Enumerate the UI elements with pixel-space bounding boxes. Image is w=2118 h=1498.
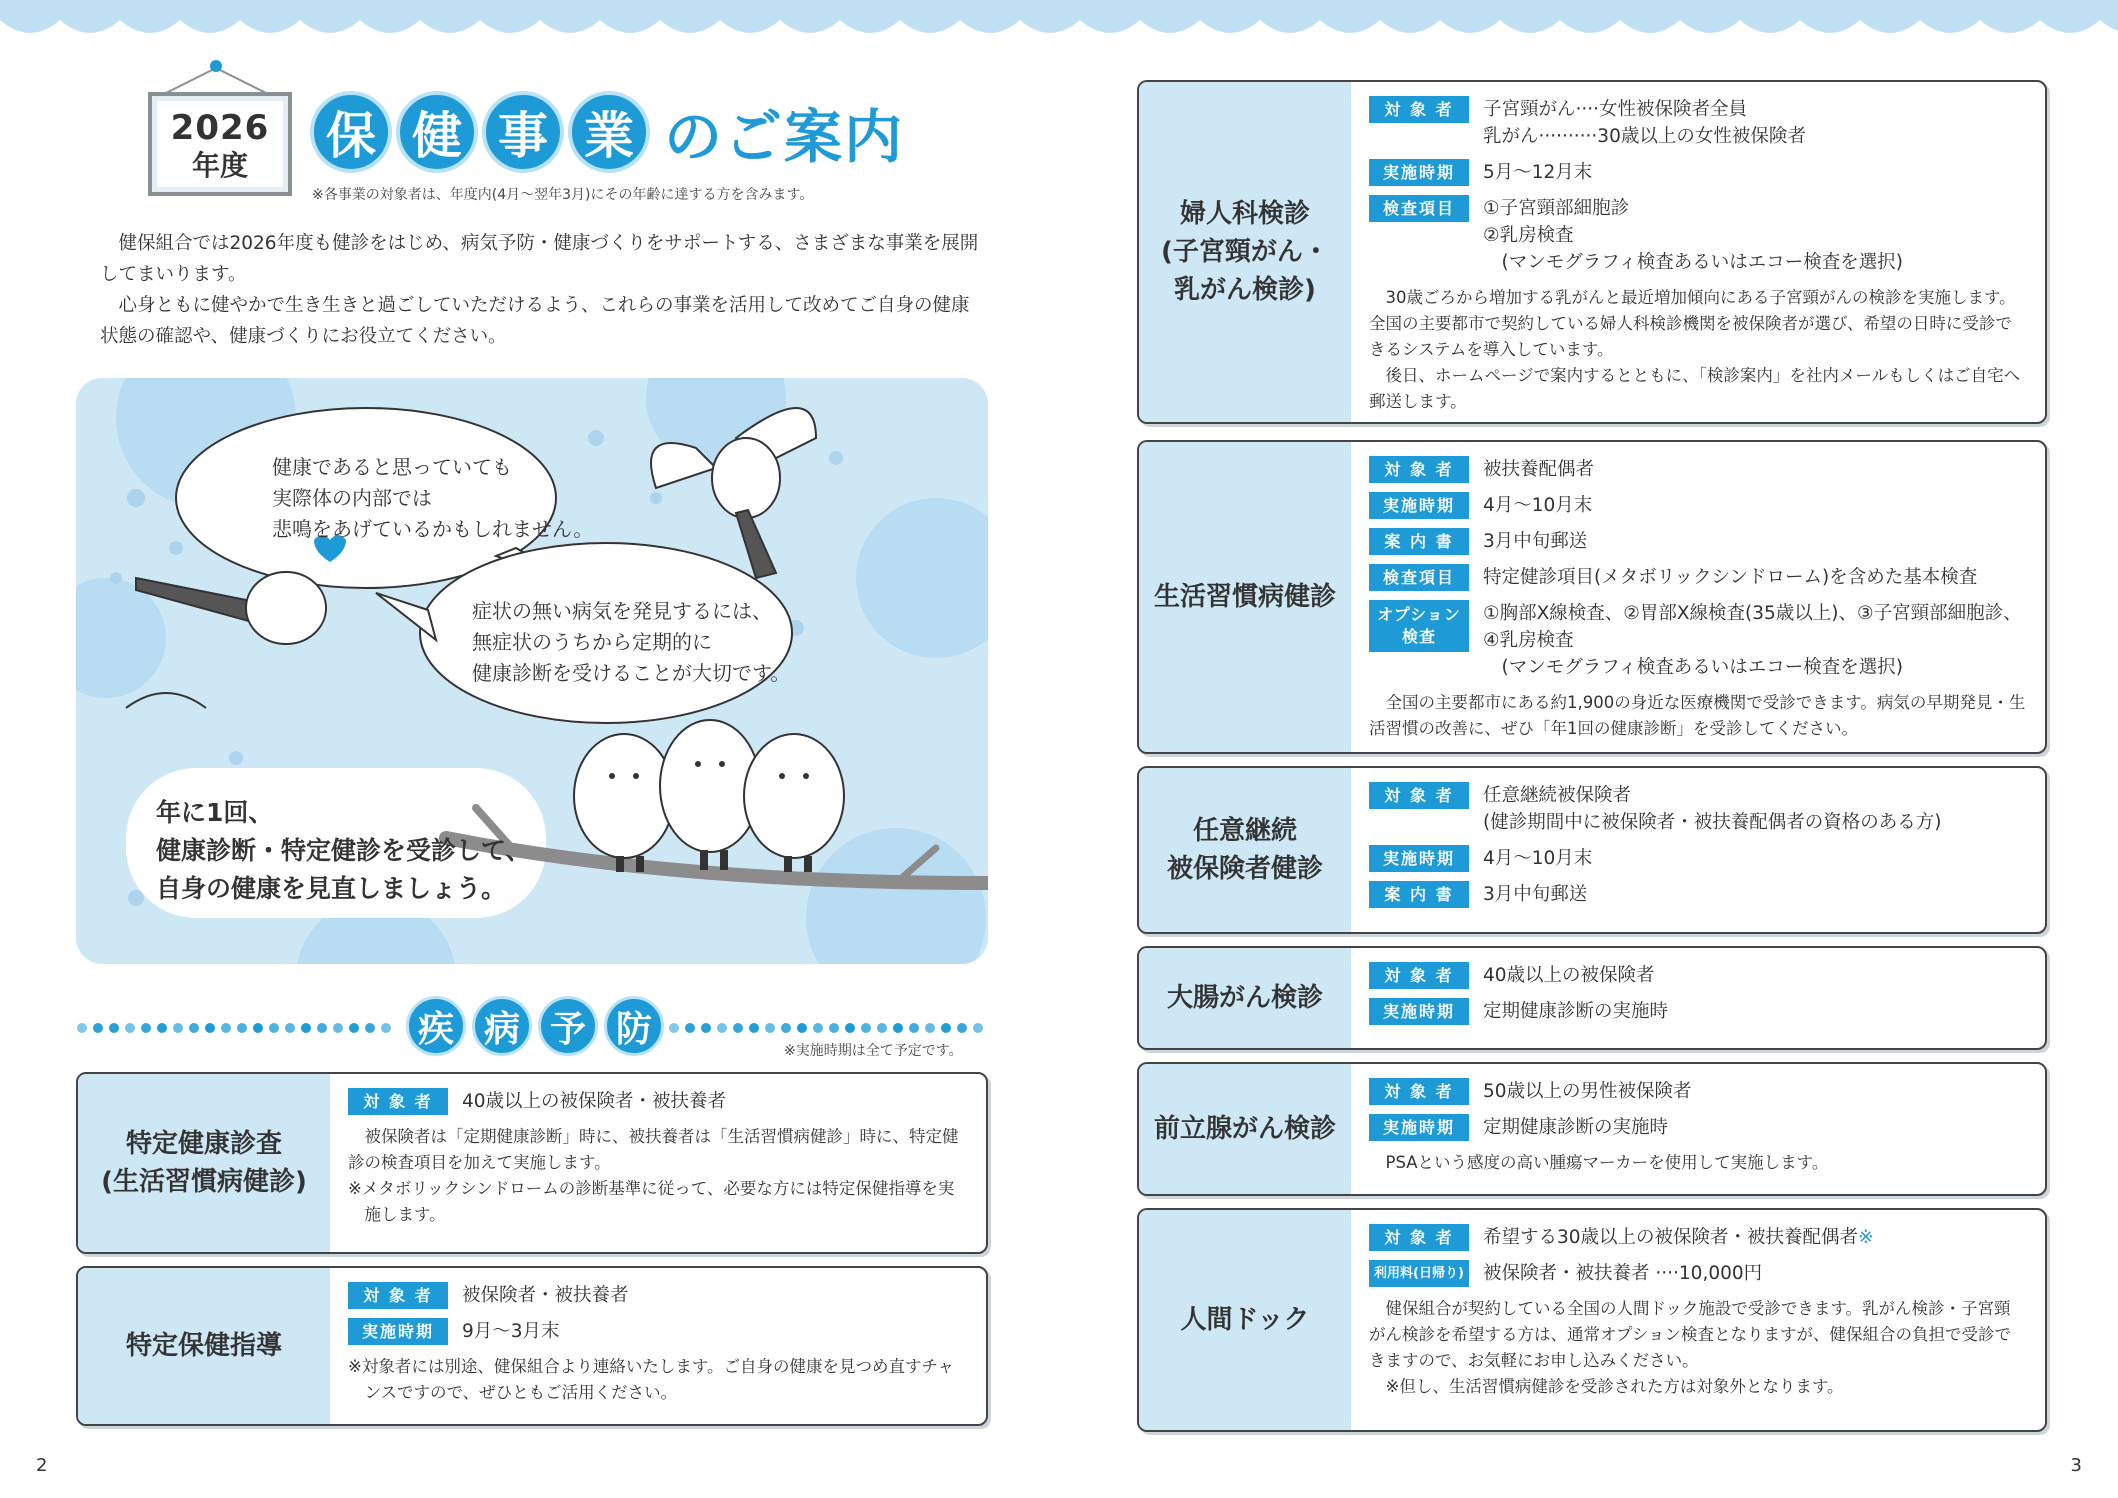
info-value: 5月～12月末 [1483,162,1593,183]
card-note: ※対象者には別途、健保組合より連絡いたします。ご自身の健康を見つめ直すチャンスですので、ぜひともご活用ください。 [348,1357,955,1402]
program-card-colon-cancer [1137,946,2047,1050]
info-value: 定期健康診断の実施時 [1483,1117,1669,1138]
program-card-lifestyle-disease [1137,440,2047,754]
info-row [1369,492,2027,519]
year-suffix: 年度 [191,149,248,182]
dotted-rule [668,1022,988,1034]
info-row [348,1318,968,1345]
info-value: 40歳以上の被保険者・被扶養者 [462,1091,727,1112]
info-value: 定期健康診断の実施時 [1483,1001,1669,1022]
info-value: 3月中旬郵送 [1483,531,1588,552]
info-tag: 対 象 者 [1369,1224,1469,1251]
info-row [1369,998,2027,1025]
info-value: ①子宮頸部細胞診 ②乳房検査 (マンモグラフィ検査あるいはエコー検査を選択) [1483,198,1903,273]
info-tag: 実施時期 [1369,1114,1469,1141]
card-title: 特定健康診査 (生活習慣病健診) [78,1074,330,1252]
page-number: 3 [2070,1455,2082,1476]
page-title [310,90,904,174]
info-tag: 案 内 書 [1369,528,1469,555]
title-rest: のご案内 [664,103,905,171]
card-title: 婦人科検診 (子宮頸がん・ 乳がん検診) [1139,82,1351,422]
card-title: 前立腺がん検診 [1139,1064,1351,1194]
cloud-line: 自身の健康を見直しましょう。 [156,874,507,903]
info-tag: 検査項目 [1369,564,1469,591]
info-row [1369,845,2027,872]
info-row [348,1088,968,1115]
title-char: 事 [482,91,564,173]
info-value: 4月～10月末 [1483,495,1593,516]
bubble-line: 症状の無い病気を発見するには、 [472,599,772,623]
info-tag: 実施時期 [1369,492,1469,519]
info-row [1369,782,2027,836]
info-tag: 対 象 者 [1369,962,1469,989]
card-title: 生活習慣病健診 [1139,442,1351,752]
card-paragraph: 30歳ごろから増加する乳がんと最近増加傾向にある子宮頸がんの検診を実施します。全国の主要都市で契約している婦人科検診機関を被保険者が選び、希望の日時に受診できるシステムを導入しています。 [1369,288,2016,359]
program-card-voluntary-insured [1137,766,2047,934]
info-value: 任意継続被保険者 (健診期間中に被保険者・被扶養配偶者の資格のある方) [1483,785,1942,833]
speech-bubble-1 [272,452,593,545]
year-frame [138,58,300,192]
section-char: 防 [604,996,664,1056]
section-char: 疾 [406,996,466,1056]
page-number: 2 [36,1455,48,1476]
section-char: 予 [538,996,598,1056]
info-value: ①胸部X線検査、②胃部X線検査(35歳以上)、③子宮頸部細胞診、 ④乳房検査 (マンモグラフィ検査あるいはエコー検査を選択) [1483,603,2022,678]
info-value: 子宮頸がん····女性被保険者全員 乳がん··········30歳以上の女性被保険者 [1483,99,1806,147]
card-title: 任意継続 被保険者健診 [1139,768,1351,932]
info-row [1369,1114,2027,1141]
info-tag: 利用料(日帰り) [1369,1260,1469,1287]
info-row [1369,962,2027,989]
info-row [1369,159,2027,186]
info-tag: 案 内 書 [1369,881,1469,908]
cloud-line: 健康診断・特定健診を受診して、 [156,836,531,865]
info-row [1369,1078,2027,1105]
card-paragraph: PSAという感度の高い腫瘍マーカーを使用して実施します。 [1385,1153,1829,1172]
info-tag: 対 象 者 [1369,456,1469,483]
info-row [1369,528,2027,555]
intro-text [100,228,980,352]
bubble-line: 無症状のうちから定期的に [472,630,712,654]
info-tag: 対 象 者 [348,1282,448,1309]
info-row [1369,564,2027,591]
info-value: 50歳以上の男性被保険者 [1483,1081,1692,1102]
note-mark: ※ [1858,1227,1874,1248]
illustration-panel [76,378,988,964]
info-tag: 対 象 者 [1369,782,1469,809]
speech-bubble-2 [472,596,790,689]
bubble-line: 実際体の内部では [272,486,432,510]
info-value: 被保険者・被扶養者 [462,1285,629,1306]
intro-paragraph: 心身ともに健やかで生き生きと過ごしていただけるよう、これらの事業を活用して改めてご自身の健康状態の確認や、健康づくりにお役立てください。 [100,295,970,347]
card-paragraph: 健保組合が契約している全国の人間ドック施設で受診できます。乳がん検診・子宮頸がん検診を希望する方は、通常オプション検査となりますが、健保組合の負担で受診できますので、お気軽にお申し込みください。 [1369,1299,2012,1370]
card-paragraph: 後日、ホームページで案内するとともに、「検診案内」を社内メールもしくはご自宅へ郵送します。 [1369,366,2021,411]
info-value: 40歳以上の被保険者 [1483,965,1655,986]
info-value-text: 希望する30歳以上の被保険者・被扶養配偶者 [1483,1227,1859,1248]
info-tag: 実施時期 [1369,998,1469,1025]
bubble-line: 健康であると思っていても [272,455,512,479]
schedule-note: ※実施時期は全て予定です。 [784,1043,963,1059]
info-tag: 対 象 者 [348,1088,448,1115]
info-row [1369,600,2027,681]
card-title: 特定保健指導 [78,1268,330,1424]
program-card-specific-checkup [76,1072,988,1254]
info-tag: 実施時期 [1369,159,1469,186]
card-title: 大腸がん検診 [1139,948,1351,1048]
info-value: 特定健診項目(メタボリックシンドローム)を含めた基本検査 [1483,567,1978,588]
info-row [1369,96,2027,150]
info-value: 4月～10月末 [1483,848,1593,869]
bubble-line: 悲鳴をあげているかもしれません。 [272,517,594,541]
intro-paragraph: 健保組合では2026年度も健診をはじめ、病気予防・健康づくりをサポートする、さまざまな事業を展開してまいります。 [100,233,979,285]
info-value: 被保険者・被扶養者 ····10,000円 [1483,1263,1763,1284]
program-card-human-dock [1137,1208,2047,1432]
right-page [1059,0,2118,1498]
header-note: ※各事業の対象者は、年度内(4月～翌年3月)にその年齢に達する方を含みます。 [312,187,814,203]
card-title: 人間ドック [1139,1210,1351,1430]
info-value: 3月中旬郵送 [1483,884,1588,905]
program-card-gynecology [1137,80,2047,424]
bubble-line: 健康診断を受けることが大切です。 [472,661,791,685]
info-tag: 実施時期 [1369,845,1469,872]
card-paragraph: 被保険者は「定期健康診断」時に、被扶養者は「生活習慣病健診」時に、特定健診の検査項目を加えて実施します。 [348,1127,959,1172]
info-row [1369,1224,2027,1251]
title-char: 業 [568,91,650,173]
section-char: 病 [472,996,532,1056]
card-note: ※但し、生活習慣病健診を受診された方は対象外となります。 [1385,1377,1844,1396]
info-tag: 対 象 者 [1369,96,1469,123]
info-value [1483,1224,2027,1251]
card-paragraph: 全国の主要都市にある約1,900の身近な医療機関で受診できます。病気の早期発見・生活習慣の改善に、ぜひ「年1回の健康診断」を受診してください。 [1369,693,2026,738]
info-value: 被扶養配偶者 [1483,459,1595,480]
title-char: 健 [396,91,478,173]
program-card-prostate-cancer [1137,1062,2047,1196]
program-card-health-guidance [76,1266,988,1426]
info-row [1369,881,2027,908]
year-label: 2026 [170,108,270,148]
cloud-line: 年に1回、 [156,798,274,827]
info-tag: オプション 検査 [1369,600,1469,652]
card-note: ※メタボリックシンドロームの診断基準に従って、必要な方には特定保健指導を実施します。 [348,1179,955,1224]
info-tag: 検査項目 [1369,195,1469,222]
info-tag: 実施時期 [348,1318,448,1345]
info-row [1369,456,2027,483]
title-char: 保 [310,91,392,173]
message-cloud [156,794,531,908]
info-value: 9月～3月末 [462,1321,560,1342]
info-row [1369,195,2027,276]
info-tag: 対 象 者 [1369,1078,1469,1105]
dotted-rule [76,1022,396,1034]
info-row [348,1282,968,1309]
info-row [1369,1260,2027,1287]
